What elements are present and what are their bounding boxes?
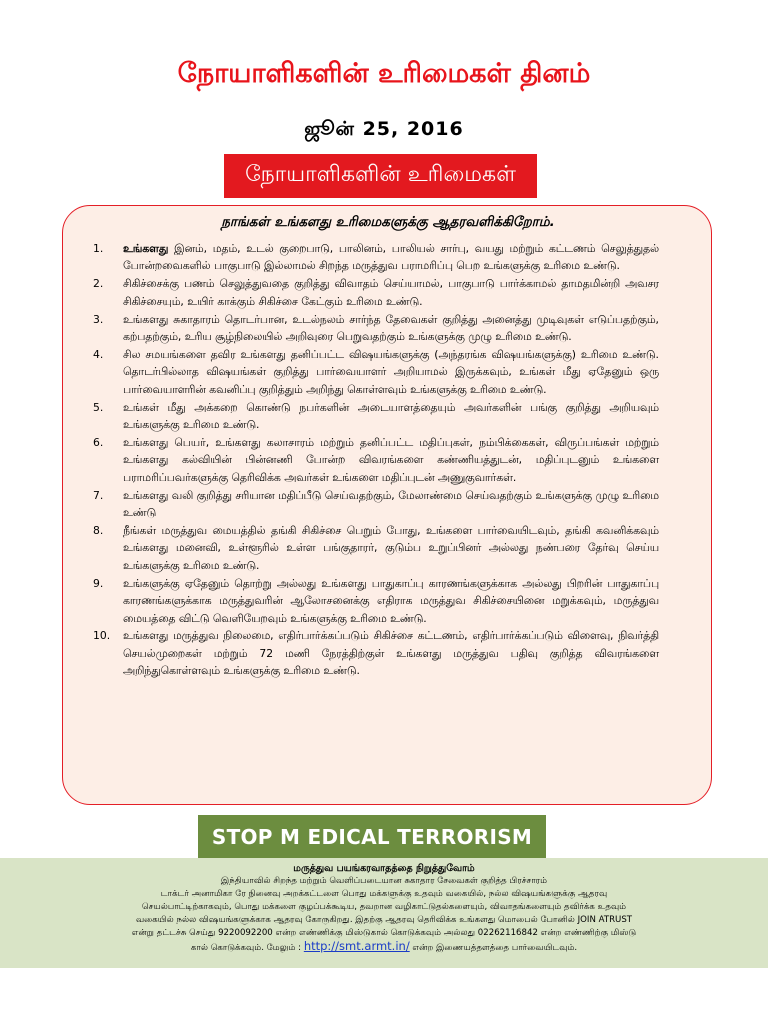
item-number: 10. bbox=[93, 629, 111, 643]
item-number: 3. bbox=[93, 312, 104, 326]
item-text: உங்களது பெயர், உங்களது கலாசாரம் மற்றும் தனிப்பட்ட மதிப்புகள், நம்பிக்கைகள், விருப்பங்கள் மற்றும் உங்களது கல்வியின் பின்னணி போன்ற விவரங்களை கண்ணியத்துடன், மதிப்புடனும் உங்களை பராமரிப்பவர்களுக்கு தெரிவிக்க அவர்கள் உங்களை மதிப்புடன் அணுகுவார்கள். bbox=[123, 435, 659, 484]
footer-title: மருத்துவ பயங்கரவாதத்தை நிறுத்துவோம் bbox=[293, 863, 475, 874]
item-number: 8. bbox=[93, 524, 104, 537]
footer-line: இந்தியாவில் சிறந்த மற்றும் வெளிப்படையான சுகாதார சேவைகள் குறித்த பிரச்சாரம் bbox=[220, 876, 548, 886]
rights-list-item bbox=[93, 346, 659, 398]
item-text: சிகிச்சைக்கு பணம் செலுத்துவதை குறித்து விவாதம் செய்யாமல், பாகுபாடு பார்க்காமல் தாமதமின்றி அவசர சிகிச்சையும், உயிர் காக்கும் சிகிச்சை கேட்கும் உரிமை உண்டு. bbox=[123, 277, 659, 308]
item-text: உங்களது மருத்துவ நிலைமை, எதிர்பார்க்கப்படும் சிகிச்சை கட்டணம், எதிர்பார்க்கப்படும் விளைவு, நிவர்த்தி செயல்முறைகள் மற்றும் 72 மணி நேரத்திற்குள் உங்களது மருத்துவ பதிவு குறித்த விவரங்களை அறிந்துகொள்ளவும் உங்களுக்கு உரிமை உண்டு. bbox=[123, 629, 659, 678]
rights-list-item bbox=[93, 522, 659, 574]
item-number: 9. bbox=[93, 576, 104, 590]
item-text: இனம், மதம், உடல் குறைபாடு, பாலினம், பாலியல் சார்பு, வயது மற்றும் கட்டணம் செலுத்துதல் போன்றவைகளில் பாகுபாடு இல்லாமல் சிறந்த மருத்துவ பராமரிப்பு பெற உங்களுக்கு உரிமை உண்டு. bbox=[123, 242, 659, 273]
item-text: நீங்கள் மருத்துவ மையத்தில் தங்கி சிகிச்சை பெறும் போது, உங்களை பார்வையிடவும், தங்கி கவனிக்கவும் உங்களது மனைவி, உள்ளூரில் உள்ள பங்குதாரர், குடும்ப உறுப்பினர் அல்லது நண்பரை தேர்வு செய்ய உங்களுக்கு உரிமை உண்டு. bbox=[123, 524, 659, 572]
footer-line-suffix: என்ற இணையத்தளத்தை பார்வையிடவும். bbox=[409, 943, 578, 953]
footer-line-prefix: கால் கொடுக்கவும். மேலும் : bbox=[190, 943, 304, 953]
item-text: உங்கள் மீது அக்கறை கொண்டு நபர்களின் அடையாளத்தையும் அவர்களின் பங்கு குறித்து அறியவும் உங்களுக்கு உரிமை உண்டு. bbox=[123, 400, 659, 432]
rights-list-item bbox=[93, 399, 659, 434]
rights-banner: நோயாளிகளின் உரிமைகள் bbox=[224, 154, 537, 198]
page-title: நோயாளிகளின் உரிமைகள் தினம் bbox=[177, 58, 591, 89]
rights-list-item bbox=[93, 434, 659, 486]
rights-list-item bbox=[93, 575, 659, 627]
event-date: ஜூன் 25, 2016 bbox=[304, 118, 464, 140]
rights-list-item bbox=[93, 311, 659, 346]
footer-line: வகையில் நல்ல விஷயங்களுக்காக ஆதரவு கோருகிறது. இதற்கு ஆதரவு தெரிவிக்க உங்களது மொபைல் போனில் JOIN ATRUST bbox=[135, 915, 633, 925]
item-number: 6. bbox=[93, 435, 104, 449]
item-text: உங்களுக்கு ஏதேனும் தொற்று அல்லது உங்களது பாதுகாப்பு காரணங்களுக்காக அல்லது பிறரின் பாதுகாப்பு காரணங்களுக்காக மருத்துவரின் ஆலோசனைக்கு எதிராக மருத்துவ சிகிச்சையினை மறுக்கவும், மருத்துவ மையத்தை விட்டு வெளியேறவும் உங்களுக்கு உரிமை உண்டு. bbox=[123, 576, 659, 625]
item-text: சில சமயங்களை தவிர உங்களது தனிப்பட்ட விஷயங்களுக்கு (அந்தரங்க விஷயங்களுக்கு) உரிமை உண்டு. தொடர்பில்லாத விஷயங்கள் குறித்து பார்வையாளர் அறியாமல் இருக்கவும், உங்கள் மீது ஏதேனும் ஒரு பார்வையாளரின் கவனிப்பு குறித்தும் அறிந்து கொள்ளவும் உங்களுக்கு உரிமை உண்டு. bbox=[123, 347, 659, 396]
rights-panel bbox=[62, 205, 712, 805]
item-text: உங்களது சுகாதாரம் தொடர்பான, உடல்நலம் சார்ந்த தேவைகள் குறித்து அனைத்து முடிவுகள் எடுப்பதற்கும், கற்பதற்கும், உரிய சூழ்நிலையில் அறிவுரை பெறுவதற்கும் உங்களுக்கு முழு உரிமை உண்டு. bbox=[123, 312, 659, 344]
website-link[interactable]: http://smt.armt.in/ bbox=[303, 939, 410, 953]
rights-heading: நாங்கள் உங்களது உரிமைகளுக்கு ஆதரவளிக்கிறோம். bbox=[221, 214, 555, 230]
rights-list-item bbox=[93, 487, 659, 522]
footer-line: என்று தட்டச்சு செய்து 9220092200 என்ற எண்ணிக்கு மிஸ்டுகால் கொடுக்கவும் அல்லது 02262116842 என்ற எண்ணிற்கு மிஸ்டு bbox=[131, 928, 637, 938]
item-lead: உங்களது bbox=[123, 242, 169, 255]
footer-panel bbox=[0, 858, 768, 968]
item-number: 1. bbox=[93, 242, 104, 255]
rights-list-item bbox=[93, 275, 659, 310]
item-number: 4. bbox=[93, 347, 104, 361]
item-number: 2. bbox=[93, 277, 104, 291]
item-number: 7. bbox=[93, 488, 104, 502]
rights-list bbox=[93, 240, 659, 680]
footer-line-last bbox=[0, 940, 768, 955]
campaign-banner: STOP M EDICAL TERRORISM bbox=[198, 815, 546, 858]
rights-list-item bbox=[93, 627, 659, 679]
footer-line: டாக்டர் அனாமிகா ரே நினைவு அறக்கட்டளை பொது மக்களுக்கு உதவும் வகையில், நல்ல விஷயங்களுக்கு ஆதரவு bbox=[160, 889, 608, 899]
item-text: உங்களது வலி குறித்து சரியான மதிப்பீடு செய்வதற்கும், மேலாண்மை செய்வதற்கும் உங்களுக்கு முழு உரிமை உண்டு bbox=[123, 488, 659, 520]
item-number: 5. bbox=[93, 400, 104, 414]
rights-list-item bbox=[93, 240, 659, 275]
footer-line: செயல்பாட்டிற்காகவும், பொது மக்களை குழப்பக்கூடிய, தவறான வழிகாட்டுதல்களையும், விவாதங்களையும் தவிர்க்க உதவும் bbox=[141, 902, 627, 912]
